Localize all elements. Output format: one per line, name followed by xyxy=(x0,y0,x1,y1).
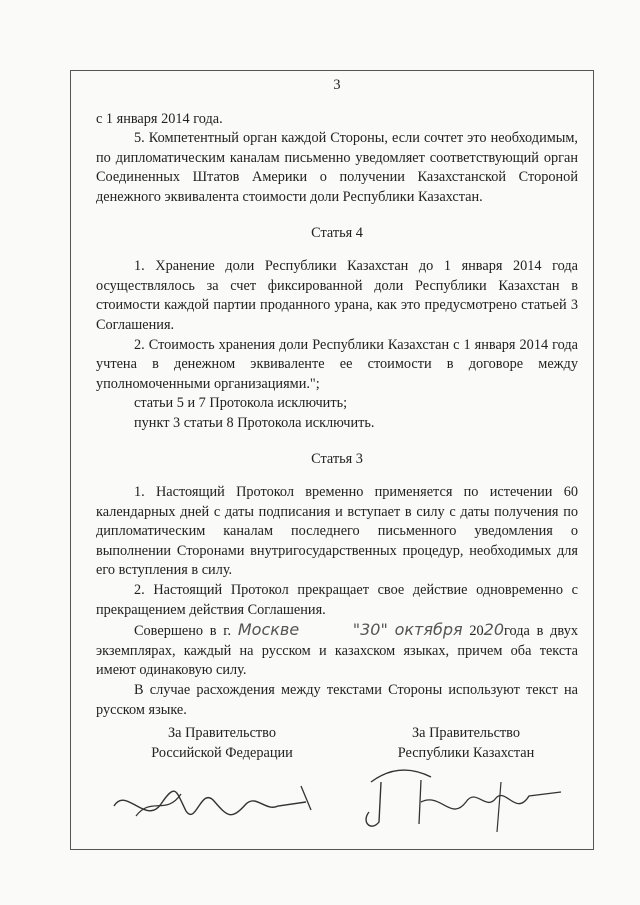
signature-left xyxy=(106,766,326,836)
document-page xyxy=(96,76,578,720)
signatory-left xyxy=(138,724,306,763)
signatory-right-line1: За Правительство xyxy=(412,725,520,741)
completion-clause xyxy=(96,620,578,681)
handwritten-city: Москве xyxy=(237,620,300,640)
year-prefix: 20 xyxy=(469,623,484,640)
handwritten-year: 20 xyxy=(483,620,505,640)
paragraph: 1. Настоящий Протокол временно применяется по истечении 60 календарных дней с даты подписания и вступает в силу с даты получения по дипломатическим каналам последнего письменного уведомления о выполнении Сторонами внутригосударственных процедур, необходимых для его вступления в силу. xyxy=(96,484,578,579)
article-heading: Статья 4 xyxy=(311,224,363,241)
text-line: с 1 января 2014 года. xyxy=(96,110,223,127)
signatory-left-line1: За Правительство xyxy=(168,725,276,741)
paragraph: 2. Стоимость хранения доли Республики Казахстан с 1 января 2014 года учтена в денежном эквиваленте ее стоимости в договоре между уполномоченными организациями."; xyxy=(96,336,578,392)
paragraph: 2. Настоящий Протокол прекращает свое действие одновременно с прекращением действия Соглашения. xyxy=(96,582,578,618)
paragraph: 1. Хранение доли Республики Казахстан до 1 января 2014 года осуществлялось за счет фиксированной доли Республики Казахстан в стоимости каждой партии проданного урана, как это предусмотрено статьей 3 Соглашения. xyxy=(96,258,578,333)
paragraph: 5. Компетентный орган каждой Стороны, если сочтет это необходимым, по дипломатическим каналам письменно уведомляет соответствующий орган Соединенных Штатов Америки о получении Казахстанской Стороной денежного эквивалента стоимости доли Республики Казахстан. xyxy=(96,130,578,205)
done-suffix: года в двух экземплярах, каждый на русском и казахском языках, причем оба текста имеют одинаковую силу. xyxy=(96,623,578,679)
page-number: 3 xyxy=(333,77,341,93)
handwritten-day: "30" xyxy=(352,620,388,640)
handwritten-month: октября xyxy=(394,620,463,640)
article-heading: Статья 3 xyxy=(311,450,363,467)
text-line: статьи 5 и 7 Протокола исключить; xyxy=(134,395,348,412)
text-line: пункт 3 статьи 8 Протокола исключить. xyxy=(134,414,375,431)
signature-right xyxy=(351,762,581,842)
signatory-left-line2: Российской Федерации xyxy=(151,744,293,761)
done-prefix: Совершено в г. xyxy=(134,623,232,640)
signatory-right xyxy=(382,724,550,763)
paragraph: В случае расхождения между текстами Стороны используют текст на русском языке. xyxy=(96,682,578,718)
signatory-right-line2: Республики Казахстан xyxy=(397,744,535,761)
